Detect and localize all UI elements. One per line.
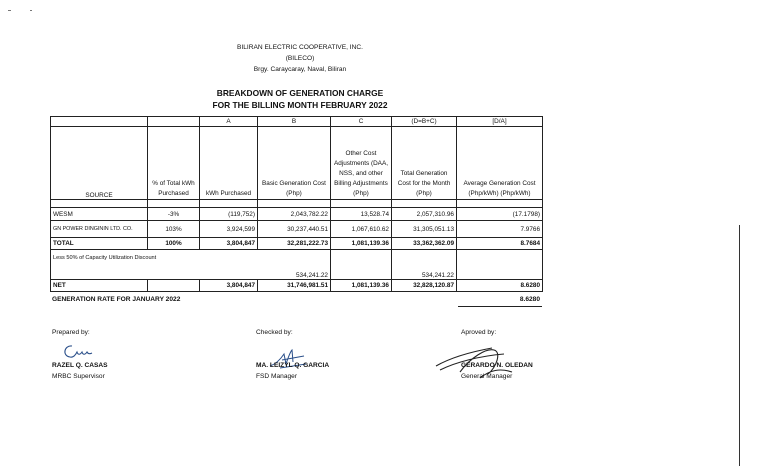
company-name: BILIRAN ELECTRIC COOPERATIVE, INC. [237,44,363,51]
net-label: NET [51,280,148,292]
total-kwh: 3,804,847 [200,238,258,250]
row-source: GN POWER DINGININ LTD. CO. [51,221,148,238]
row-avg-cost: (17.1798) [457,208,543,221]
discount-total-cost: 534,241.22 [392,250,457,280]
net-avg-cost: 8.6280 [457,280,543,292]
row-avg-cost: 7.9766 [457,221,543,238]
net-basic-cost: 31,746,981.51 [258,280,331,292]
generation-rate-value: 8.6280 [519,296,540,303]
net-kwh: 3,804,847 [200,280,258,292]
company-abbr: (BILECO) [285,55,315,62]
spacer-row [51,200,543,208]
net-row [51,280,543,292]
approved-by-role: General Manager [461,373,513,380]
row-other-cost: 1,067,610.62 [331,221,392,238]
scan-mark [30,10,32,11]
header-source: SOURCE [51,127,148,200]
discount-label: Less 50% of Capacity Utilization Discount [51,250,258,280]
prepared-by-name: RAZEL Q. CASAS [52,362,108,369]
row-total-cost: 31,305,051.13 [392,221,457,238]
checked-by-name: MA. LEIZYL Q. GARCIA [256,362,330,369]
header-kwh: kWh Purchased [200,127,258,200]
discount-row [51,250,543,280]
row-source: WESM [51,208,148,221]
approved-by-name: GERARDO N. OLEDAN [461,362,533,369]
generation-charge-table [50,116,543,292]
total-avg-cost: 8.7684 [457,238,543,250]
row-pct: -3% [148,208,200,221]
row-basic-cost: 30,237,440.51 [258,221,331,238]
total-other-cost: 1,081,139.36 [331,238,392,250]
discount-basic-cost: 534,241.22 [258,250,331,280]
header-row [51,127,543,200]
header-basic-cost: Basic Generation Cost (Php) [258,127,331,200]
scan-edge-line [739,225,740,466]
col-letter-d: (D=B+C) [392,117,457,127]
total-row [51,238,543,250]
row-pct: 103% [148,221,200,238]
total-pct: 100% [148,238,200,250]
row-kwh: 3,924,599 [200,221,258,238]
checked-signature [262,346,312,376]
row-kwh: (119,752) [200,208,258,221]
col-letter-e: [D/A] [457,117,543,127]
total-total-cost: 33,362,362.09 [392,238,457,250]
scan-mark [8,10,11,11]
approved-by-label: Aproved by: [461,329,497,336]
prepared-signature [60,342,100,362]
row-other-cost: 13,528.74 [331,208,392,221]
col-letter-b: B [258,117,331,127]
row-total-cost: 2,057,310.96 [392,208,457,221]
header-total-cost: Total Generation Cost for the Month (Php) [392,127,457,200]
company-address: Brgy. Caraycaray, Naval, Biliran [253,66,347,73]
net-other-cost: 1,081,139.36 [331,280,392,292]
net-total-cost: 32,828,120.87 [392,280,457,292]
checked-by-role: FSD Manager [256,373,298,380]
col-letter-c: C [331,117,392,127]
rate-underline [458,306,542,307]
prepared-by-role: MRBC Supervisor [52,373,105,380]
total-label: TOTAL [51,238,148,250]
header-other-cost: Other Cost Adjustments (DAA, NSS, and other Billing Adjustments (Php) [331,127,392,200]
table-row [51,208,543,221]
document-subtitle: FOR THE BILLING MONTH FEBRUARY 2022 [212,100,388,110]
prepared-by-label: Prepared by: [52,329,90,336]
header-pct: % of Total kWh Purchased [148,127,200,200]
col-letter-a: A [200,117,258,127]
header-avg-cost: Average Generation Cost (Php/kWh) (Php/kWh) [457,127,543,200]
table-row [51,221,543,238]
column-letter-row [51,117,543,127]
row-basic-cost: 2,043,782.22 [258,208,331,221]
document-title: BREAKDOWN OF GENERATION CHARGE [216,88,384,98]
checked-by-label: Checked by: [256,329,293,336]
total-basic-cost: 32,281,222.73 [258,238,331,250]
generation-rate-label: GENERATION RATE FOR JANUARY 2022 [52,296,181,303]
